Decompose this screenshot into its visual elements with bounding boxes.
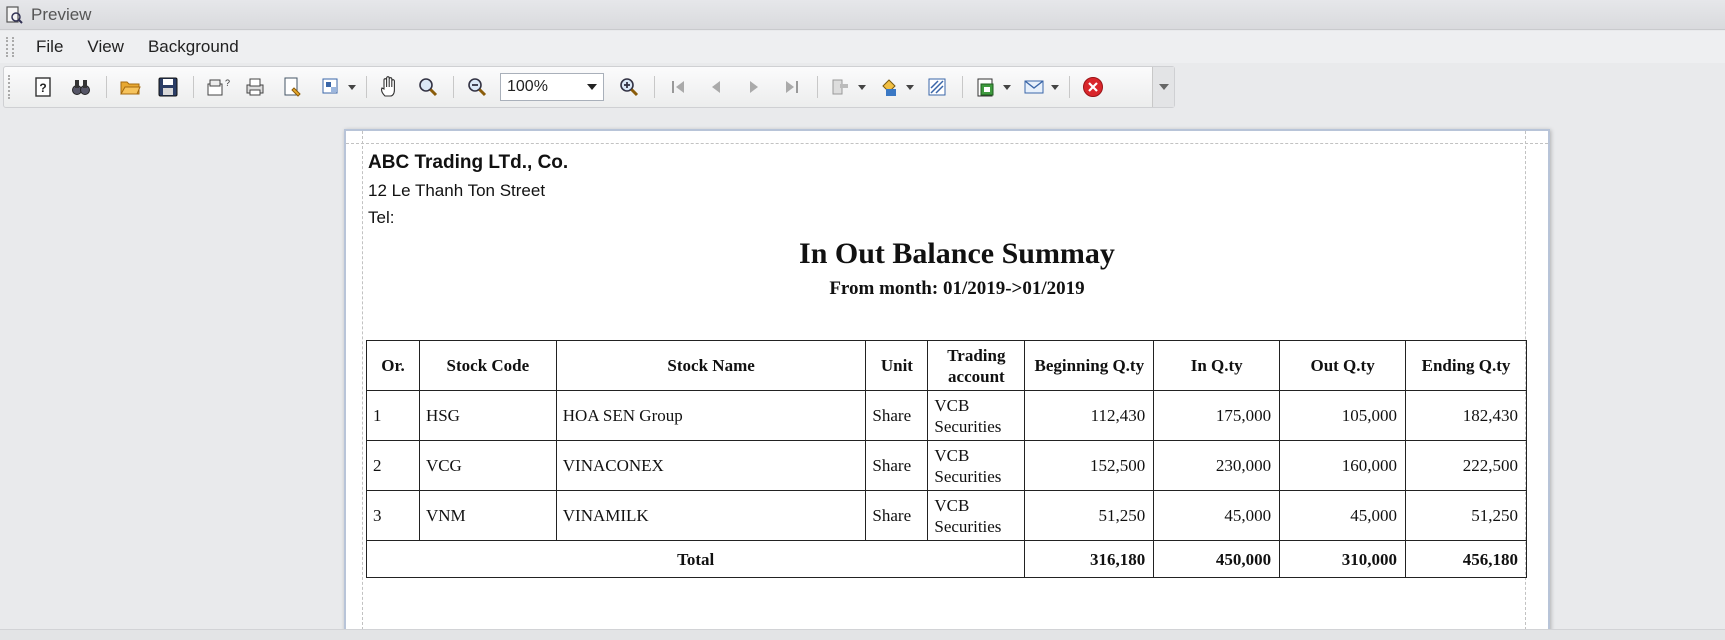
toolbar-separator (654, 76, 655, 98)
toolbar-overflow-button[interactable] (1152, 67, 1174, 107)
cell-ending-qty: 182,430 (1406, 391, 1527, 441)
next-page-icon[interactable] (739, 72, 769, 102)
cell-out-qty: 160,000 (1280, 441, 1406, 491)
cell-beginning-qty: 51,250 (1025, 491, 1154, 541)
table-total-row (367, 541, 1527, 578)
title-bar (0, 0, 1725, 30)
chevron-down-icon[interactable] (858, 85, 866, 90)
company-name: ABC Trading LTd., Co. (368, 152, 569, 173)
balance-table (366, 340, 1527, 578)
report-page (344, 129, 1550, 640)
cell-beginning-qty: 152,500 (1025, 441, 1154, 491)
print-icon[interactable] (240, 72, 270, 102)
zoom-select[interactable] (500, 73, 604, 101)
zoom-in-icon[interactable] (614, 72, 644, 102)
page-setup-icon[interactable] (202, 72, 232, 102)
cell-stock-name: VINACONEX (556, 441, 866, 491)
cell-trading-account: VCB Securities (928, 491, 1025, 541)
cell-in-qty: 230,000 (1154, 441, 1280, 491)
col-header-stock-code: Stock Code (419, 341, 556, 391)
total-beginning-qty: 316,180 (1025, 541, 1154, 578)
report-title: In Out Balance Summay (799, 237, 1115, 270)
col-header-beginning-qty: Beginning Q.ty (1025, 341, 1154, 391)
cell-unit: Share (866, 441, 928, 491)
background-dropdown[interactable] (826, 72, 866, 102)
table-row (367, 441, 1527, 491)
cell-out-qty: 45,000 (1280, 491, 1406, 541)
menu-background[interactable]: Background (147, 37, 239, 56)
report-period: From month: 01/2019->01/2019 (829, 278, 1085, 299)
preview-app-icon (3, 4, 25, 26)
toolbar-separator (106, 76, 107, 98)
export-icon[interactable] (971, 72, 1001, 102)
cell-stock-code: VCG (419, 441, 556, 491)
cell-or: 1 (367, 391, 420, 441)
quick-print-icon[interactable] (278, 72, 308, 102)
cell-ending-qty: 51,250 (1406, 491, 1527, 541)
toolbar-separator (453, 76, 454, 98)
last-page-icon[interactable] (777, 72, 807, 102)
col-header-in-qty: In Q.ty (1154, 341, 1280, 391)
col-header-trading-account: Trading account (928, 341, 1025, 391)
cell-in-qty: 45,000 (1154, 491, 1280, 541)
color-fill-icon[interactable] (874, 72, 904, 102)
cell-or: 3 (367, 491, 420, 541)
company-tel: Tel: (368, 208, 395, 227)
col-header-or: Or. (367, 341, 420, 391)
cell-stock-code: HSG (419, 391, 556, 441)
toolbar-grip[interactable] (8, 75, 14, 99)
zoom-out-icon[interactable] (462, 72, 492, 102)
cell-unit: Share (866, 491, 928, 541)
chevron-down-icon[interactable] (1051, 85, 1059, 90)
previous-page-icon[interactable] (701, 72, 731, 102)
cell-in-qty: 175,000 (1154, 391, 1280, 441)
preview-toolbar (3, 66, 1175, 108)
chevron-down-icon[interactable] (587, 84, 597, 90)
svg-text:?: ? (39, 81, 47, 95)
menu-bar (0, 31, 1725, 63)
cell-out-qty: 105,000 (1280, 391, 1406, 441)
menu-grip[interactable] (6, 37, 14, 57)
chevron-down-icon[interactable] (1003, 85, 1011, 90)
save-icon[interactable] (153, 72, 183, 102)
background-icon[interactable] (826, 72, 856, 102)
watermark-icon[interactable] (922, 72, 952, 102)
find-icon[interactable] (66, 72, 96, 102)
col-header-ending-qty: Ending Q.ty (1406, 341, 1527, 391)
menu-file[interactable]: File (36, 37, 64, 56)
svg-text:?: ? (225, 78, 231, 88)
color-fill-dropdown[interactable] (874, 72, 914, 102)
send-email-dropdown[interactable] (1019, 72, 1059, 102)
toolbar-separator (366, 76, 367, 98)
page-margin-top (346, 143, 1548, 144)
multipage-icon[interactable] (316, 72, 346, 102)
hand-tool-icon[interactable] (375, 72, 405, 102)
chevron-down-icon[interactable] (906, 85, 914, 90)
zoom-value: 100% (507, 78, 548, 95)
send-email-icon[interactable] (1019, 72, 1049, 102)
total-label: Total (367, 541, 1025, 578)
toolbar-separator (1069, 76, 1070, 98)
horizontal-scrollbar[interactable] (0, 629, 1725, 640)
window-title: Preview (31, 4, 92, 24)
col-header-unit: Unit (866, 341, 928, 391)
cell-unit: Share (866, 391, 928, 441)
toolbar-separator (193, 76, 194, 98)
menu-view[interactable]: View (87, 37, 124, 56)
table-header-row (367, 341, 1527, 391)
magnifier-icon[interactable] (413, 72, 443, 102)
page-margin-left (362, 131, 363, 640)
total-in-qty: 450,000 (1154, 541, 1280, 578)
first-page-icon[interactable] (663, 72, 693, 102)
cell-beginning-qty: 112,430 (1025, 391, 1154, 441)
table-row (367, 491, 1527, 541)
total-out-qty: 310,000 (1280, 541, 1406, 578)
toolbar-separator (817, 76, 818, 98)
table-row (367, 391, 1527, 441)
col-header-stock-name: Stock Name (556, 341, 866, 391)
multipage-dropdown[interactable] (316, 72, 356, 102)
help-icon[interactable] (28, 72, 58, 102)
chevron-down-icon (1159, 84, 1169, 90)
cell-stock-name: VINAMILK (556, 491, 866, 541)
cell-trading-account: VCB Securities (928, 391, 1025, 441)
cell-ending-qty: 222,500 (1406, 441, 1527, 491)
toolbar-separator (962, 76, 963, 98)
col-header-out-qty: Out Q.ty (1280, 341, 1406, 391)
total-ending-qty: 456,180 (1406, 541, 1527, 578)
close-preview-icon[interactable] (1078, 72, 1108, 102)
cell-trading-account: VCB Securities (928, 441, 1025, 491)
chevron-down-icon[interactable] (348, 85, 356, 90)
cell-stock-code: VNM (419, 491, 556, 541)
company-address: 12 Le Thanh Ton Street (368, 181, 546, 200)
cell-stock-name: HOA SEN Group (556, 391, 866, 441)
open-icon[interactable] (115, 72, 145, 102)
export-dropdown[interactable] (971, 72, 1011, 102)
cell-or: 2 (367, 441, 420, 491)
